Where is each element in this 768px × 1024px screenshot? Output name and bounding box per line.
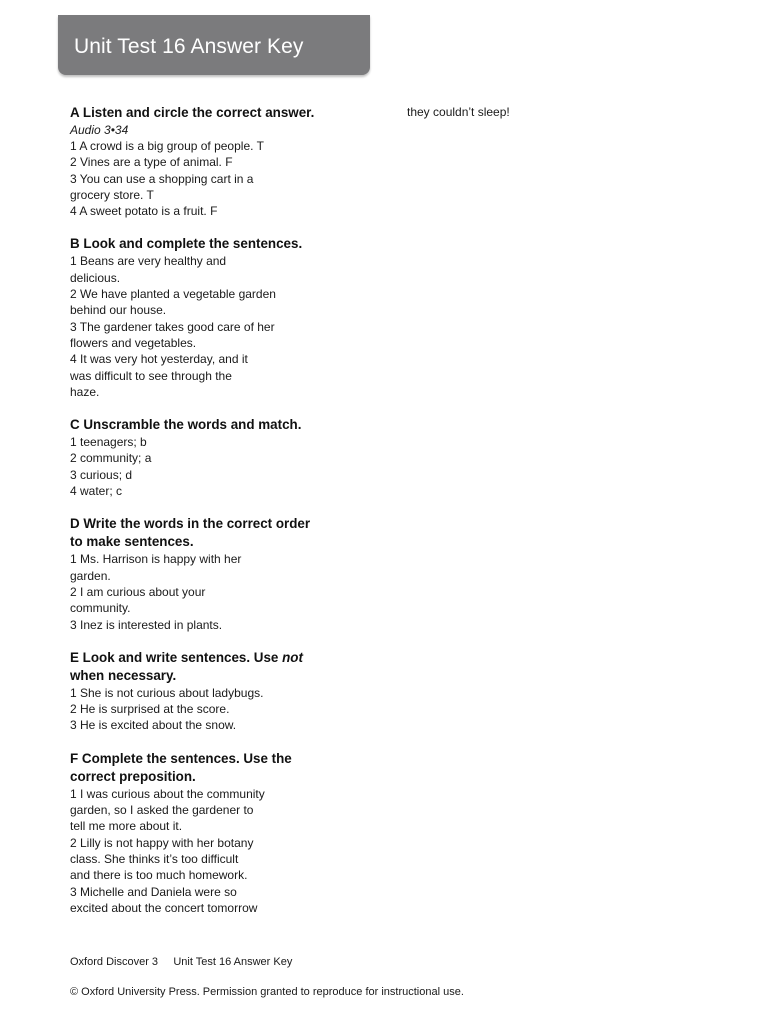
answer-column-right <box>407 104 707 120</box>
answer-line: garden. <box>70 568 111 583</box>
answer-line: class. She thinks it’s too difficult <box>70 851 239 866</box>
answer-line: was difficult to see through the <box>70 368 232 383</box>
section-e-heading-line2: when necessary. <box>70 667 177 683</box>
answer-line: 2 Vines are a type of animal. F <box>70 155 233 170</box>
footer-book-info <box>70 956 292 968</box>
section-a-heading: A Listen and circle the correct answer. <box>70 105 315 120</box>
answer-line: grocery store. T <box>70 187 154 202</box>
answer-line: garden, so I asked the gardener to <box>70 803 254 818</box>
answer-line: 3 curious; d <box>70 467 133 482</box>
section-d-heading-line1: D Write the words in the correct order <box>70 516 311 532</box>
section-c-heading: C Unscramble the words and match. <box>70 417 302 433</box>
answer-column-left <box>70 104 370 932</box>
section-d-heading-line2: to make sentences. <box>70 534 194 550</box>
answer-line: 1 She is not curious about ladybugs. <box>70 685 264 700</box>
answer-line: 1 teenagers; b <box>70 435 147 450</box>
answer-line-continued: they couldn’t sleep! <box>407 105 510 119</box>
answer-line: tell me more about it. <box>70 819 183 834</box>
answer-line: behind our house. <box>70 303 167 318</box>
section-f-heading-line2: correct preposition. <box>70 768 196 784</box>
answer-line: 2 We have planted a vegetable garden <box>70 287 276 302</box>
answer-line: 3 The gardener takes good care of her <box>70 319 275 334</box>
answer-line: flowers and vegetables. <box>70 335 197 350</box>
answer-line: 1 A crowd is a big group of people. T <box>70 139 264 153</box>
answer-line: 1 Ms. Harrison is happy with her <box>70 552 242 567</box>
answer-line: 2 He is surprised at the score. <box>70 702 230 717</box>
section-b <box>70 235 370 400</box>
section-f-heading-line1: F Complete the sentences. Use the <box>70 750 292 766</box>
page-title: Unit Test 16 Answer Key <box>74 35 304 58</box>
answer-line: 2 community; a <box>70 451 152 466</box>
section-e-heading <box>70 649 370 685</box>
footer-unit-title: Unit Test 16 Answer Key <box>173 956 293 968</box>
answer-line: 3 Inez is interested in plants. <box>70 617 223 632</box>
answer-line: 2 I am curious about your <box>70 584 206 599</box>
answer-line: 1 I was curious about the community <box>70 786 265 801</box>
section-e-heading-emphasis: not <box>282 649 303 665</box>
answer-line: 3 Michelle and Daniela were so <box>70 884 237 899</box>
answer-line: delicious. <box>70 270 121 285</box>
audio-reference: Audio 3•34 <box>70 123 129 137</box>
section-e-heading-text: E Look and write sentences. Use <box>70 649 283 665</box>
section-e <box>70 649 370 734</box>
answer-line: 4 It was very hot yesterday, and it <box>70 352 248 367</box>
section-c <box>70 416 370 499</box>
footer-book-title: Oxford Discover 3 <box>70 956 159 968</box>
answer-line: 2 Lilly is not happy with her botany <box>70 835 254 850</box>
section-b-heading: B Look and complete the sentences. <box>70 236 303 252</box>
answer-line: 4 A sweet potato is a fruit. F <box>70 204 218 219</box>
answer-line: 4 water; c <box>70 484 123 499</box>
section-f-heading <box>70 750 370 786</box>
answer-line: and there is too much homework. <box>70 868 248 883</box>
answer-line: 3 You can use a shopping cart in a <box>70 171 254 186</box>
footer-copyright: © Oxford University Press. Permission granted to reproduce for instructional use. <box>70 986 464 998</box>
answer-line: community. <box>70 601 131 616</box>
section-d <box>70 515 370 632</box>
section-d-heading <box>70 515 370 551</box>
title-banner <box>58 15 370 75</box>
section-f <box>70 750 370 916</box>
answer-line: 1 Beans are very healthy and <box>70 254 227 269</box>
answer-line: haze. <box>70 384 100 399</box>
section-a <box>70 104 370 219</box>
answer-line: 3 He is excited about the snow. <box>70 718 237 733</box>
answer-line: excited about the concert tomorrow <box>70 900 258 915</box>
